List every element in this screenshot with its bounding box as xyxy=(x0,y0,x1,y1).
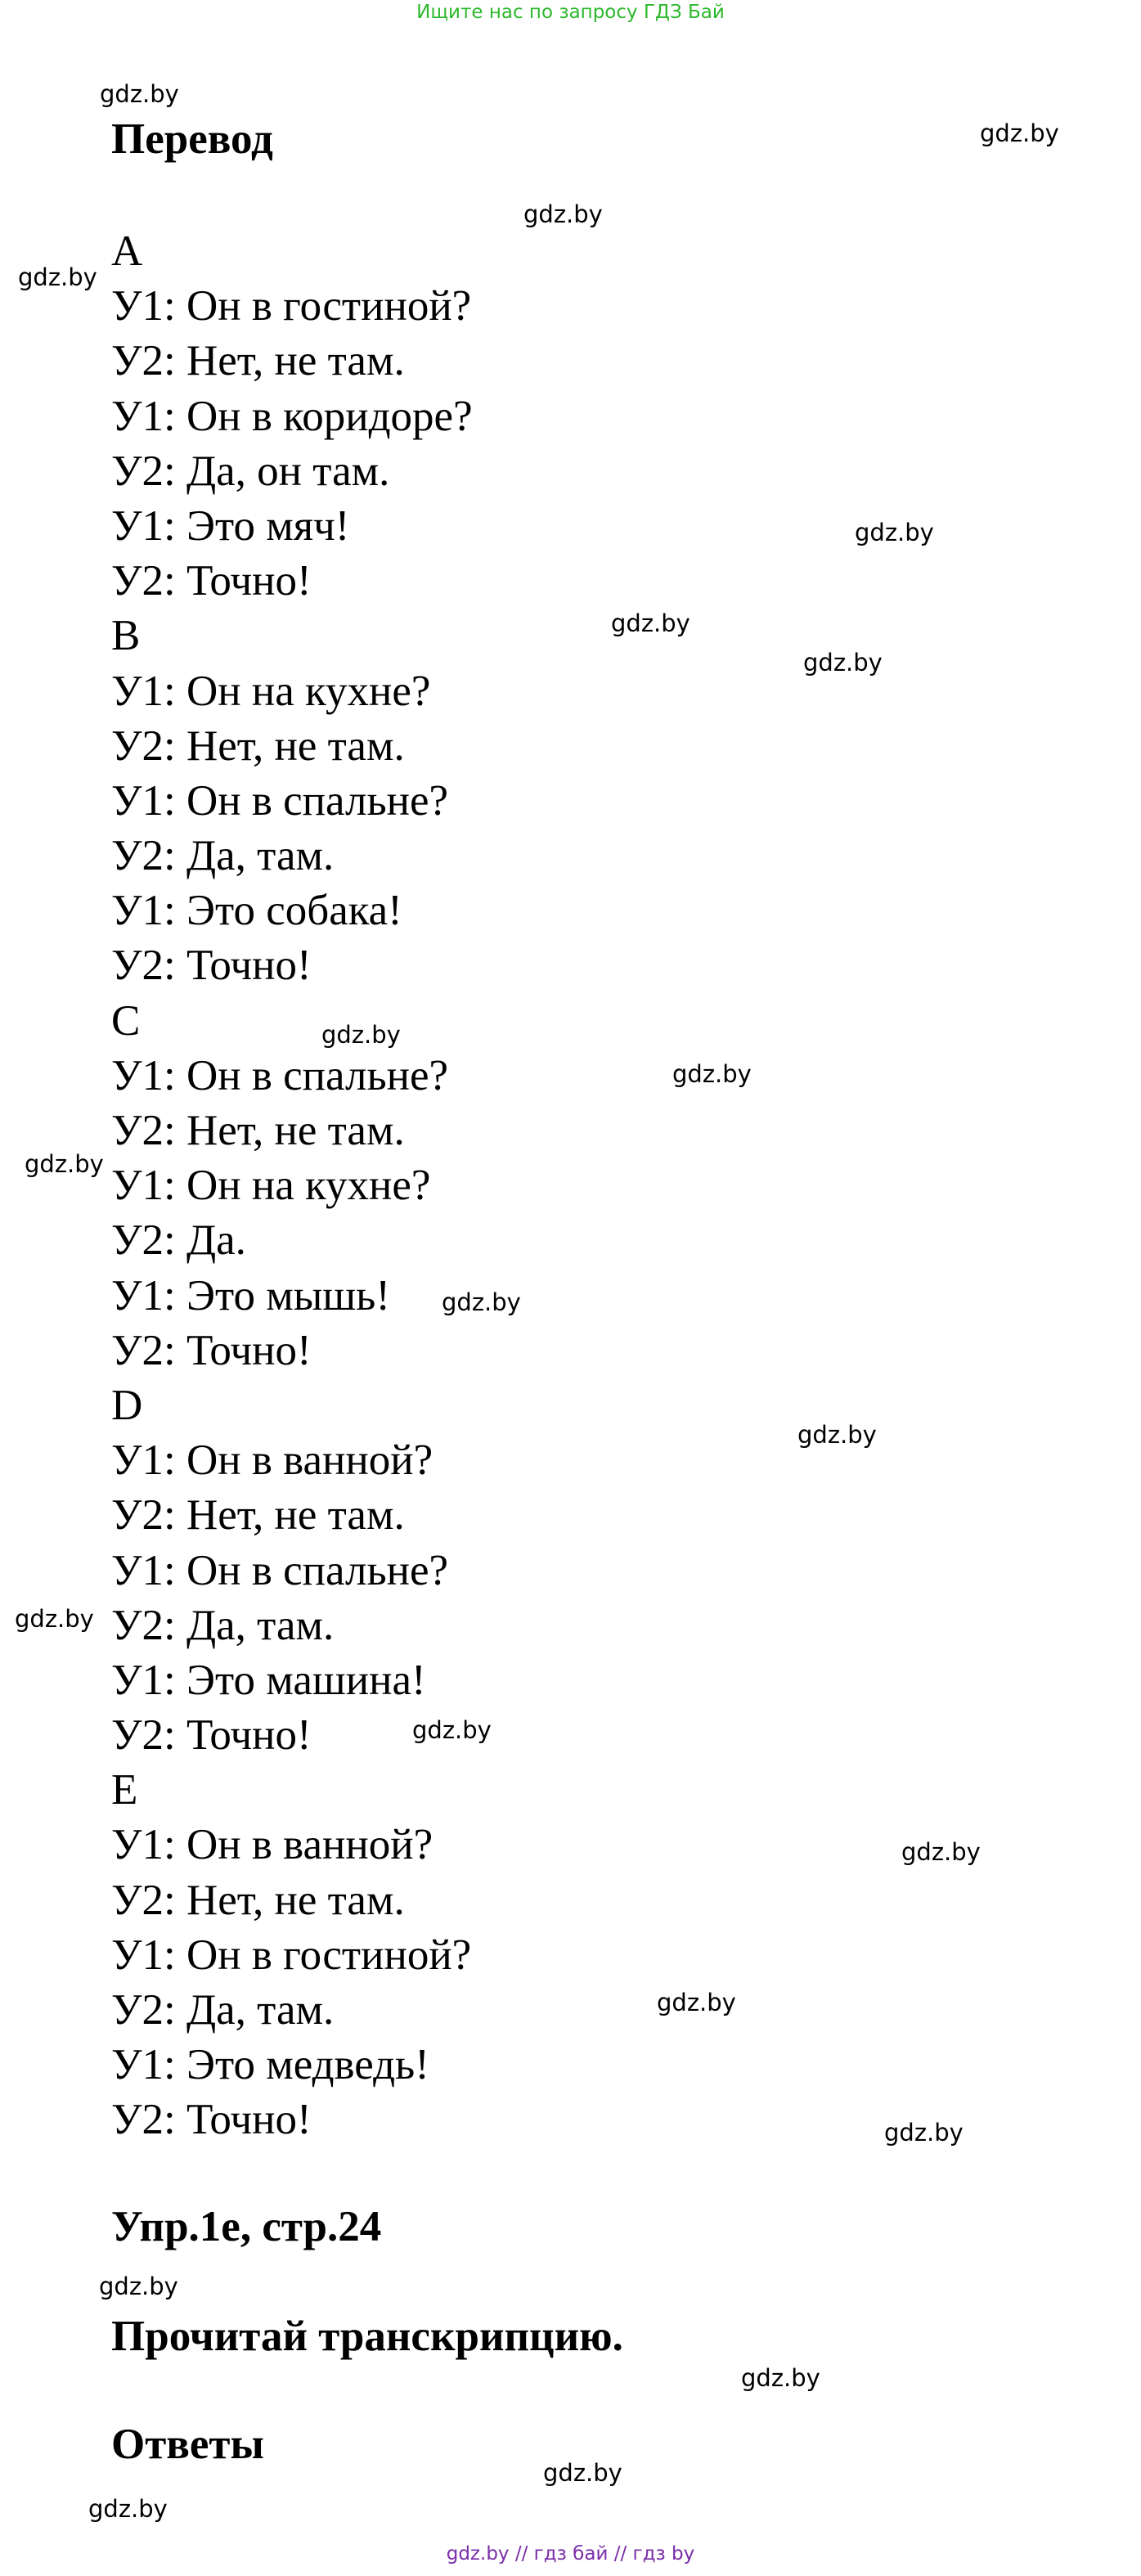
dialog-line: У2: Нет, не там. xyxy=(111,1107,405,1154)
watermark: gdz.by xyxy=(797,1421,877,1449)
dialog-line: У1: Это мяч! xyxy=(111,501,350,550)
watermark: gdz.by xyxy=(803,649,883,677)
dialog-line: У2: Нет, не там. xyxy=(111,722,405,770)
dialog-line: У2: Да, там. xyxy=(111,832,335,880)
watermark: gdz.by xyxy=(18,263,97,291)
section-letter-e: E xyxy=(111,1766,138,1814)
watermark: gdz.by xyxy=(672,1060,752,1088)
dialog-line: У1: Он в спальне? xyxy=(111,1546,449,1594)
dialog-line: У1: Он в ванной? xyxy=(111,1821,433,1869)
dialog-line: У2: Точно! xyxy=(111,1326,312,1374)
translation-heading: Перевод xyxy=(111,115,273,163)
watermark: gdz.by xyxy=(15,1605,94,1633)
answers-heading: Ответы xyxy=(111,2421,264,2468)
exercise-heading: Упр.1е, стр.24 xyxy=(111,2203,382,2250)
dialog-line: У2: Точно! xyxy=(111,2096,312,2144)
section-letter-a: A xyxy=(111,227,143,275)
watermark: gdz.by xyxy=(741,2364,820,2392)
footer-links[interactable]: gdz.by // гдз бай // гдз by xyxy=(446,2543,695,2565)
dialog-line: У2: Да, он там. xyxy=(111,447,390,495)
dialog-line: У1: Он на кухне? xyxy=(111,1162,431,1210)
dialog-line: У2: Точно! xyxy=(111,557,312,605)
dialog-line: У2: Да, там. xyxy=(111,1986,335,2034)
dialog-line: У1: Он в коридоре? xyxy=(111,392,473,440)
dialog-line: У1: Это медведь! xyxy=(111,2041,429,2089)
dialog-line: У2: Нет, не там. xyxy=(111,1491,405,1540)
watermark: gdz.by xyxy=(523,200,603,228)
watermark: gdz.by xyxy=(884,2119,964,2147)
dialog-line: У1: Это машина! xyxy=(111,1656,426,1704)
watermark: gdz.by xyxy=(855,519,934,546)
dialog-line: У2: Нет, не там. xyxy=(111,1876,405,1924)
dialog-line: У1: Он в спальне? xyxy=(111,1051,449,1099)
watermark: gdz.by xyxy=(901,1838,981,1866)
section-letter-b: B xyxy=(111,612,141,660)
watermark: gdz.by xyxy=(100,80,179,108)
watermark: gdz.by xyxy=(543,2459,622,2487)
task-heading: Прочитай транскрипцию. xyxy=(111,2313,623,2360)
top-banner[interactable]: Ищите нас по запросу ГДЗ Бай xyxy=(416,2,725,23)
dialog-line: У1: Он на кухне? xyxy=(111,667,431,715)
dialog-line: У1: Он в спальне? xyxy=(111,776,449,825)
watermark: gdz.by xyxy=(412,1716,492,1744)
dialog-line: У1: Он в ванной? xyxy=(111,1436,433,1485)
dialog-line: У1: Это мышь! xyxy=(111,1271,390,1319)
watermark: gdz.by xyxy=(88,2495,168,2523)
watermark: gdz.by xyxy=(657,1989,736,2016)
watermark: gdz.by xyxy=(442,1288,521,1316)
dialog-line: У1: Он в гостиной? xyxy=(111,282,472,330)
dialog-translation xyxy=(111,224,473,2148)
dialog-line: У2: Точно! xyxy=(111,942,312,990)
dialog-line: У2: Да, там. xyxy=(111,1601,335,1649)
watermark: gdz.by xyxy=(99,2273,178,2300)
dialog-line: У1: Он в гостиной? xyxy=(111,1931,472,1979)
watermark: gdz.by xyxy=(25,1150,104,1178)
dialog-line: У2: Нет, не там. xyxy=(111,337,405,385)
watermark: gdz.by xyxy=(980,119,1059,147)
dialog-line: У2: Да. xyxy=(111,1216,246,1265)
dialog-line: У1: Это собака! xyxy=(111,887,402,935)
dialog-line: У2: Точно! xyxy=(111,1711,312,1760)
watermark: gdz.by xyxy=(611,609,690,637)
watermark: gdz.by xyxy=(321,1021,401,1049)
section-letter-c: C xyxy=(111,996,141,1045)
section-letter-d: D xyxy=(111,1381,143,1429)
